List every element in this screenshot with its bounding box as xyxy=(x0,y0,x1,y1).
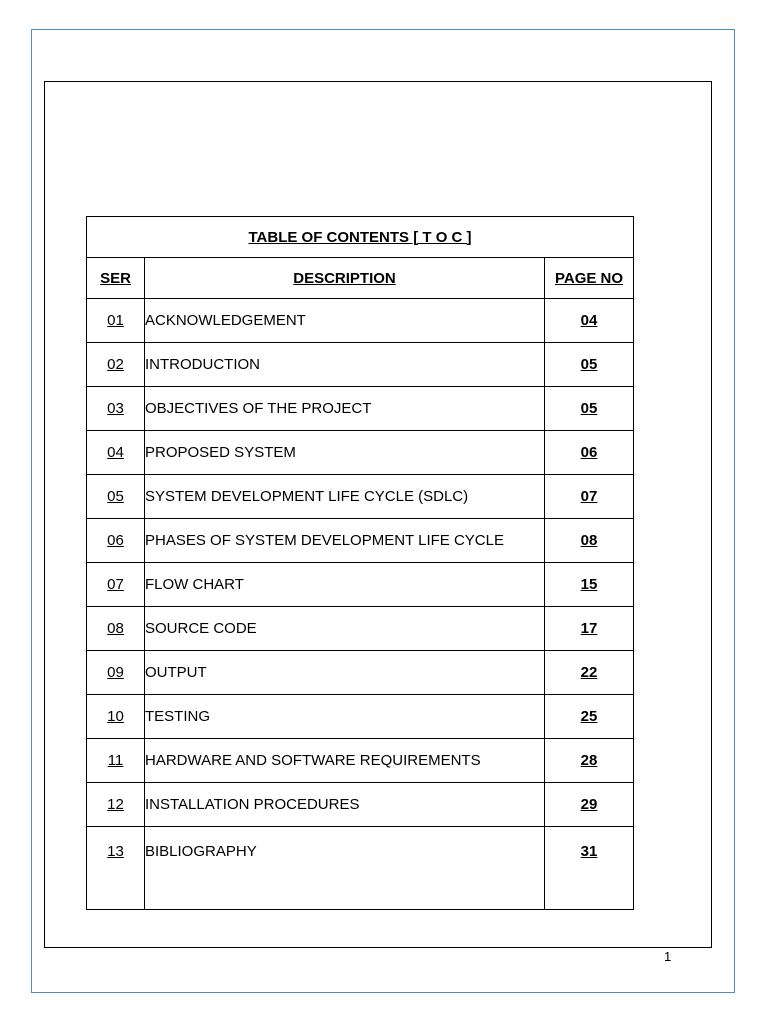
toc-page-number: 22 xyxy=(545,651,634,695)
toc-ser: 08 xyxy=(87,607,145,651)
toc-ser: 06 xyxy=(87,519,145,563)
toc-description: SOURCE CODE xyxy=(145,607,545,651)
toc-header-row xyxy=(87,258,634,299)
toc-row xyxy=(87,475,634,519)
toc-description: FLOW CHART xyxy=(145,563,545,607)
toc-row xyxy=(87,607,634,651)
toc-page-number: 07 xyxy=(545,475,634,519)
toc-row xyxy=(87,827,634,910)
toc-description: OUTPUT xyxy=(145,651,545,695)
toc-page-number: 25 xyxy=(545,695,634,739)
toc-ser: 13 xyxy=(87,827,145,910)
header-ser: SER xyxy=(87,258,145,299)
toc-page-number: 28 xyxy=(545,739,634,783)
toc-row xyxy=(87,519,634,563)
toc-row xyxy=(87,563,634,607)
toc-ser: 01 xyxy=(87,299,145,343)
toc-row xyxy=(87,431,634,475)
toc-page-number: 08 xyxy=(545,519,634,563)
toc-title-row xyxy=(87,217,634,258)
toc-row xyxy=(87,387,634,431)
toc-ser: 07 xyxy=(87,563,145,607)
toc-page-number: 06 xyxy=(545,431,634,475)
toc-description: BIBLIOGRAPHY xyxy=(145,827,545,910)
toc-ser: 12 xyxy=(87,783,145,827)
toc-ser: 04 xyxy=(87,431,145,475)
toc-table xyxy=(86,216,634,910)
toc-row xyxy=(87,343,634,387)
toc-row xyxy=(87,739,634,783)
toc-page-number: 05 xyxy=(545,387,634,431)
toc-page-number: 15 xyxy=(545,563,634,607)
toc-row xyxy=(87,651,634,695)
toc-title: TABLE OF CONTENTS [ T O C ] xyxy=(87,217,634,258)
toc-description: PHASES OF SYSTEM DEVELOPMENT LIFE CYCLE xyxy=(145,519,545,563)
toc-page-number: 29 xyxy=(545,783,634,827)
toc-page-number: 04 xyxy=(545,299,634,343)
toc-ser: 10 xyxy=(87,695,145,739)
toc-description: OBJECTIVES OF THE PROJECT xyxy=(145,387,545,431)
header-page-no: PAGE NO xyxy=(545,258,634,299)
toc-description: PROPOSED SYSTEM xyxy=(145,431,545,475)
toc-ser: 11 xyxy=(87,739,145,783)
toc-ser: 02 xyxy=(87,343,145,387)
toc-description: SYSTEM DEVELOPMENT LIFE CYCLE (SDLC) xyxy=(145,475,545,519)
toc-page-number: 17 xyxy=(545,607,634,651)
toc-ser: 03 xyxy=(87,387,145,431)
toc-page-number: 31 xyxy=(545,827,634,910)
toc-row xyxy=(87,783,634,827)
toc-ser: 05 xyxy=(87,475,145,519)
toc-row xyxy=(87,695,634,739)
toc-ser: 09 xyxy=(87,651,145,695)
toc-description: TESTING xyxy=(145,695,545,739)
toc-row xyxy=(87,299,634,343)
toc-description: INSTALLATION PROCEDURES xyxy=(145,783,545,827)
toc-description: HARDWARE AND SOFTWARE REQUIREMENTS xyxy=(145,739,545,783)
toc-description: INTRODUCTION xyxy=(145,343,545,387)
page-number: 1 xyxy=(664,949,672,964)
toc-description: ACKNOWLEDGEMENT xyxy=(145,299,545,343)
header-description: DESCRIPTION xyxy=(145,258,545,299)
toc-page-number: 05 xyxy=(545,343,634,387)
